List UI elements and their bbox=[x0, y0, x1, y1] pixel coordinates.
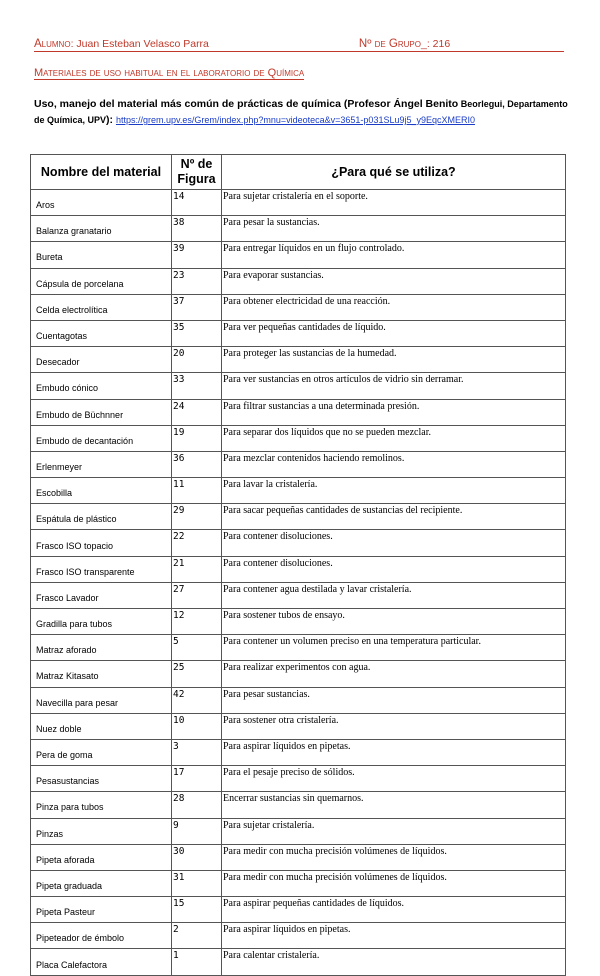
table-row bbox=[31, 766, 566, 792]
figure-number-cell: 35 bbox=[172, 320, 222, 346]
material-name-cell: Pipeteador de émbolo bbox=[31, 923, 172, 949]
use-description-cell: Para calentar cristalería. bbox=[222, 949, 566, 975]
table-row bbox=[31, 818, 566, 844]
use-description-cell: Para contener disoluciones. bbox=[222, 556, 566, 582]
material-name-cell: Aros bbox=[31, 190, 172, 216]
table-row bbox=[31, 949, 566, 975]
material-name-cell: Pesasustancias bbox=[31, 766, 172, 792]
table-header-row bbox=[31, 155, 566, 190]
material-name-cell: Pipeta graduada bbox=[31, 870, 172, 896]
material-name-cell: Cuentagotas bbox=[31, 320, 172, 346]
figure-number-cell: 28 bbox=[172, 792, 222, 818]
materials-table bbox=[30, 154, 566, 976]
use-description-cell: Para contener agua destilada y lavar cristalería. bbox=[222, 582, 566, 608]
material-name-cell: Pipeta aforada bbox=[31, 844, 172, 870]
table-row bbox=[31, 739, 566, 765]
material-name-cell: Matraz aforado bbox=[31, 635, 172, 661]
figure-number-cell: 22 bbox=[172, 530, 222, 556]
table-row bbox=[31, 425, 566, 451]
use-description-cell: Para proteger las sustancias de la humedad. bbox=[222, 347, 566, 373]
table-row bbox=[31, 399, 566, 425]
column-header-use: ¿Para qué se utiliza? bbox=[222, 155, 566, 190]
figure-number-cell: 14 bbox=[172, 190, 222, 216]
use-description-cell: Para medir con mucha precisión volúmenes de líquidos. bbox=[222, 844, 566, 870]
material-name-cell: Espátula de plástico bbox=[31, 504, 172, 530]
figure-number-cell: 5 bbox=[172, 635, 222, 661]
table-row bbox=[31, 530, 566, 556]
material-name-cell: Nuez doble bbox=[31, 713, 172, 739]
table-row bbox=[31, 556, 566, 582]
figure-number-cell: 21 bbox=[172, 556, 222, 582]
use-description-cell: Para pesar sustancias. bbox=[222, 687, 566, 713]
figure-number-cell: 20 bbox=[172, 347, 222, 373]
material-name-cell: Placa Calefactora bbox=[31, 949, 172, 975]
material-name-cell: Celda electrolítica bbox=[31, 294, 172, 320]
material-name-cell: Frasco ISO transparente bbox=[31, 556, 172, 582]
material-name-cell: Matraz Kitasato bbox=[31, 661, 172, 687]
material-name-cell: Embudo de Büchnner bbox=[31, 399, 172, 425]
use-description-cell: Para sacar pequeñas cantidades de sustancias del recipiente. bbox=[222, 504, 566, 530]
student-label: Alumno bbox=[34, 38, 71, 50]
column-header-name: Nombre del material bbox=[31, 155, 172, 190]
use-description-cell: Para ver pequeñas cantidades de líquido. bbox=[222, 320, 566, 346]
material-name-cell: Erlenmeyer bbox=[31, 451, 172, 477]
use-description-cell: Para entregar líquidos en un flujo controlado. bbox=[222, 242, 566, 268]
table-row bbox=[31, 216, 566, 242]
use-description-cell: Encerrar sustancias sin quemarnos. bbox=[222, 792, 566, 818]
table-row bbox=[31, 190, 566, 216]
figure-number-cell: 24 bbox=[172, 399, 222, 425]
figure-number-cell: 1 bbox=[172, 949, 222, 975]
student-name: : Juan Esteban Velasco Parra bbox=[70, 38, 209, 50]
table-row bbox=[31, 870, 566, 896]
figure-number-cell: 42 bbox=[172, 687, 222, 713]
figure-number-cell: 33 bbox=[172, 373, 222, 399]
intro-bold-text: Uso, manejo del material más común de prácticas de química (Profesor Ángel Benito bbox=[34, 98, 459, 110]
figure-number-cell: 23 bbox=[172, 268, 222, 294]
figure-number-cell: 38 bbox=[172, 216, 222, 242]
material-name-cell: Pinza para tubos bbox=[31, 792, 172, 818]
use-description-cell: Para filtrar sustancias a una determinada presión. bbox=[222, 399, 566, 425]
figure-number-cell: 29 bbox=[172, 504, 222, 530]
material-name-cell: Frasco Lavador bbox=[31, 582, 172, 608]
figure-number-cell: 27 bbox=[172, 582, 222, 608]
table-row bbox=[31, 635, 566, 661]
use-description-cell: Para evaporar sustancias. bbox=[222, 268, 566, 294]
figure-number-cell: 10 bbox=[172, 713, 222, 739]
figure-number-cell: 12 bbox=[172, 609, 222, 635]
figure-number-cell: 37 bbox=[172, 294, 222, 320]
material-name-cell: Escobilla bbox=[31, 478, 172, 504]
document-subtitle: Materiales de uso habitual en el laboratorio de Química bbox=[34, 67, 305, 79]
use-description-cell: Para realizar experimentos con agua. bbox=[222, 661, 566, 687]
use-description-cell: Para sostener otra cristalería. bbox=[222, 713, 566, 739]
use-description-cell: Para pesar la sustancias. bbox=[222, 216, 566, 242]
figure-number-cell: 11 bbox=[172, 478, 222, 504]
material-name-cell: Pinzas bbox=[31, 818, 172, 844]
figure-number-cell: 31 bbox=[172, 870, 222, 896]
use-description-cell: Para lavar la cristalería. bbox=[222, 478, 566, 504]
figure-number-cell: 17 bbox=[172, 766, 222, 792]
material-name-cell: Pipeta Pasteur bbox=[31, 897, 172, 923]
figure-number-cell: 19 bbox=[172, 425, 222, 451]
use-description-cell: Para obtener electricidad de una reacción. bbox=[222, 294, 566, 320]
column-header-figure: Nº de Figura bbox=[172, 155, 222, 190]
figure-number-cell: 25 bbox=[172, 661, 222, 687]
material-name-cell: Bureta bbox=[31, 242, 172, 268]
figure-number-cell: 9 bbox=[172, 818, 222, 844]
figure-number-cell: 3 bbox=[172, 739, 222, 765]
use-description-cell: Para sujetar cristalería. bbox=[222, 818, 566, 844]
figure-number-cell: 30 bbox=[172, 844, 222, 870]
table-row bbox=[31, 582, 566, 608]
material-name-cell: Balanza granatario bbox=[31, 216, 172, 242]
use-description-cell: Para separar dos líquidos que no se pueden mezclar. bbox=[222, 425, 566, 451]
table-row bbox=[31, 347, 566, 373]
use-description-cell: Para medir con mucha precisión volúmenes de líquidos. bbox=[222, 870, 566, 896]
use-description-cell: Para mezclar contenidos haciendo remolinos. bbox=[222, 451, 566, 477]
table-row bbox=[31, 478, 566, 504]
figure-number-cell: 39 bbox=[172, 242, 222, 268]
use-description-cell: Para el pesaje preciso de sólidos. bbox=[222, 766, 566, 792]
use-description-cell: Para sostener tubos de ensayo. bbox=[222, 609, 566, 635]
table-row bbox=[31, 294, 566, 320]
table-row bbox=[31, 373, 566, 399]
figure-number-cell: 2 bbox=[172, 923, 222, 949]
table-row bbox=[31, 451, 566, 477]
table-row bbox=[31, 792, 566, 818]
table-row bbox=[31, 242, 566, 268]
table-row bbox=[31, 687, 566, 713]
material-name-cell: Embudo de decantación bbox=[31, 425, 172, 451]
material-name-cell: Desecador bbox=[31, 347, 172, 373]
material-name-cell: Pera de goma bbox=[31, 739, 172, 765]
material-name-cell: Gradilla para tubos bbox=[31, 609, 172, 635]
figure-number-cell: 15 bbox=[172, 897, 222, 923]
use-description-cell: Para ver sustancias en otros artículos de vidrio sin derramar. bbox=[222, 373, 566, 399]
group-value: _: 216 bbox=[420, 38, 451, 50]
table-row bbox=[31, 320, 566, 346]
table-row bbox=[31, 897, 566, 923]
student-header bbox=[34, 38, 564, 52]
material-name-cell: Frasco ISO topacio bbox=[31, 530, 172, 556]
video-link[interactable]: https://grem.upv.es/Grem/index.php?mnu=videoteca&v=3651-p031SLu9j5_y9EqcXMERI0 bbox=[115, 115, 475, 125]
use-description-cell: Para aspirar líquidos en pipetas. bbox=[222, 923, 566, 949]
table-row bbox=[31, 268, 566, 294]
intro-small-text: Beorlegui, Departamento de Química, UPV bbox=[34, 99, 568, 125]
intro-bold-end: ): bbox=[106, 114, 116, 126]
material-name-cell: Navecilla para pesar bbox=[31, 687, 172, 713]
use-description-cell: Para contener un volumen preciso en una temperatura particular. bbox=[222, 635, 566, 661]
use-description-cell: Para contener disoluciones. bbox=[222, 530, 566, 556]
figure-number-cell: 36 bbox=[172, 451, 222, 477]
use-description-cell: Para sujetar cristalería en el soporte. bbox=[222, 190, 566, 216]
table-row bbox=[31, 923, 566, 949]
table-row bbox=[31, 609, 566, 635]
intro-paragraph bbox=[34, 96, 574, 128]
group-label: Nº de Grupo bbox=[358, 38, 421, 50]
table-row bbox=[31, 661, 566, 687]
table-row bbox=[31, 504, 566, 530]
material-name-cell: Embudo cónico bbox=[31, 373, 172, 399]
material-name-cell: Cápsula de porcelana bbox=[31, 268, 172, 294]
table-row bbox=[31, 713, 566, 739]
use-description-cell: Para aspirar pequeñas cantidades de líquidos. bbox=[222, 897, 566, 923]
use-description-cell: Para aspirar líquidos en pipetas. bbox=[222, 739, 566, 765]
table-row bbox=[31, 844, 566, 870]
